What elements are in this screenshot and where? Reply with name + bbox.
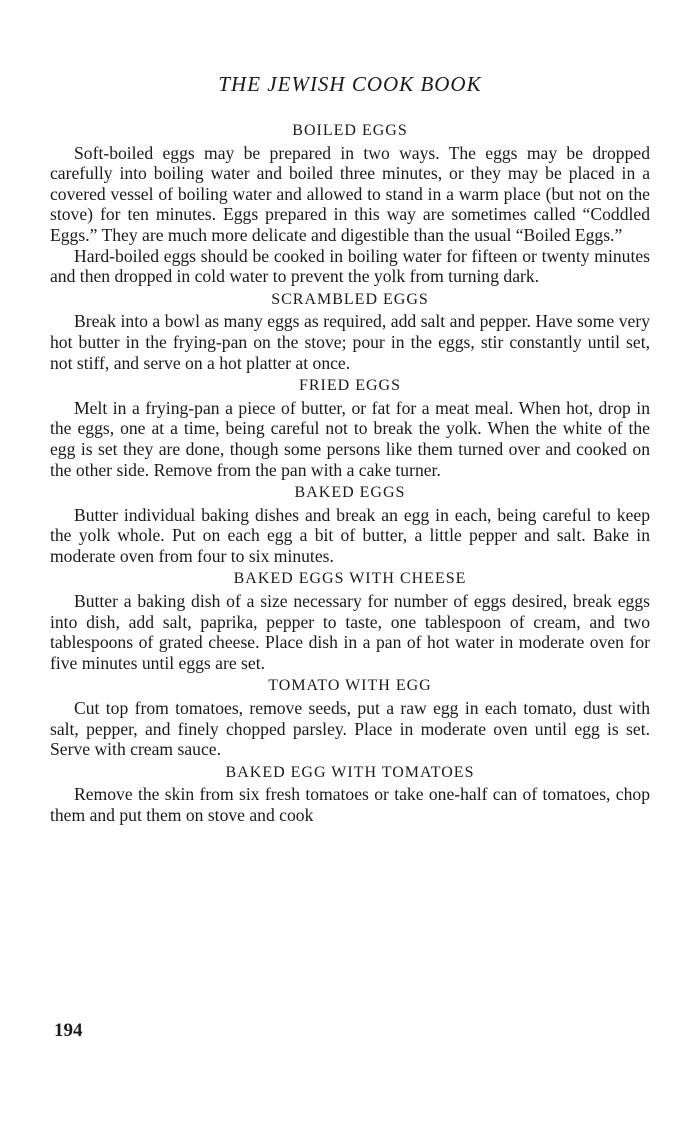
section-baked-eggs (50, 483, 650, 566)
paragraph: Soft-boiled eggs may be prepared in two ways. The eggs may be dropped carefully into boiling water and boiled three minutes, or they may be placed in a covered vessel of boiling water and allowed to stand in a warm place (but not on the stove) for ten minutes. Eggs prepared in this way are sometimes called “Coddled Eggs.” They are much more delicate and digestible than the usual “Boiled Eggs.” (50, 142, 650, 245)
page-content (50, 118, 650, 826)
section-heading: FRIED EGGS (298, 377, 401, 395)
section-boiled-eggs (50, 121, 650, 287)
paragraph: Butter a baking dish of a size necessary for number of eggs desired, break eggs into dish, add salt, paprika, pepper to taste, one tablespoon of cream, and two tablespoons of grated cheese. Place dish in a pan of hot water in moderate oven for five minutes until eggs are set. (50, 591, 650, 673)
section-heading: BAKED EGGS WITH CHEESE (233, 570, 467, 588)
paragraph: Cut top from tomatoes, remove seeds, put a raw egg in each tomato, dust with salt, pepper, and finely chopped parsley. Place in moderate oven until egg is set. Serve with cream sauce. (50, 698, 650, 760)
paragraph: Remove the skin from six fresh tomatoes or take one-half can of tomatoes, chop them and put them on stove and cook (50, 784, 650, 825)
paragraph: Hard-boiled eggs should be cooked in boiling water for fifteen or twenty minutes and then dropped in cold water to prevent the yolk from turning dark. (50, 245, 650, 287)
section-heading: BOILED EGGS (292, 122, 408, 139)
running-head: THE JEWISH COOK BOOK (218, 72, 482, 96)
paragraph: Butter individual baking dishes and break an egg in each, being careful to keep the yolk whole. Put on each egg a bit of butter, a little pepper and salt. Bake in moderate oven from four to six minutes. (50, 504, 650, 566)
paragraph: Melt in a frying-pan a piece of butter, or fat for a meat meal. When hot, drop in the eggs, one at a time, being careful not to break the yolk. When the white of the egg is set they are done, though some persons like them turned over and cooked on the other side. Remove from the pan with a cake turner. (50, 397, 650, 480)
section-heading: BAKED EGG WITH TOMATOES (225, 763, 475, 781)
section-baked-egg-with-tomatoes (50, 763, 650, 826)
section-fried-eggs (50, 376, 650, 480)
section-heading: SCRAMBLED EGGS (271, 290, 429, 308)
section-scrambled-eggs (50, 290, 650, 373)
section-baked-eggs-with-cheese (50, 569, 650, 673)
section-heading: TOMATO WITH EGG (268, 677, 432, 695)
page-number: 194 (54, 1020, 83, 1041)
section-tomato-with-egg (50, 676, 650, 759)
section-heading: BAKED EGGS (294, 484, 406, 502)
paragraph: Break into a bowl as many eggs as required, add salt and pepper. Have some very hot butter in the frying-pan on the stove; pour in the eggs, stir constantly until set, not stiff, and serve on a hot platter at once. (50, 311, 650, 373)
